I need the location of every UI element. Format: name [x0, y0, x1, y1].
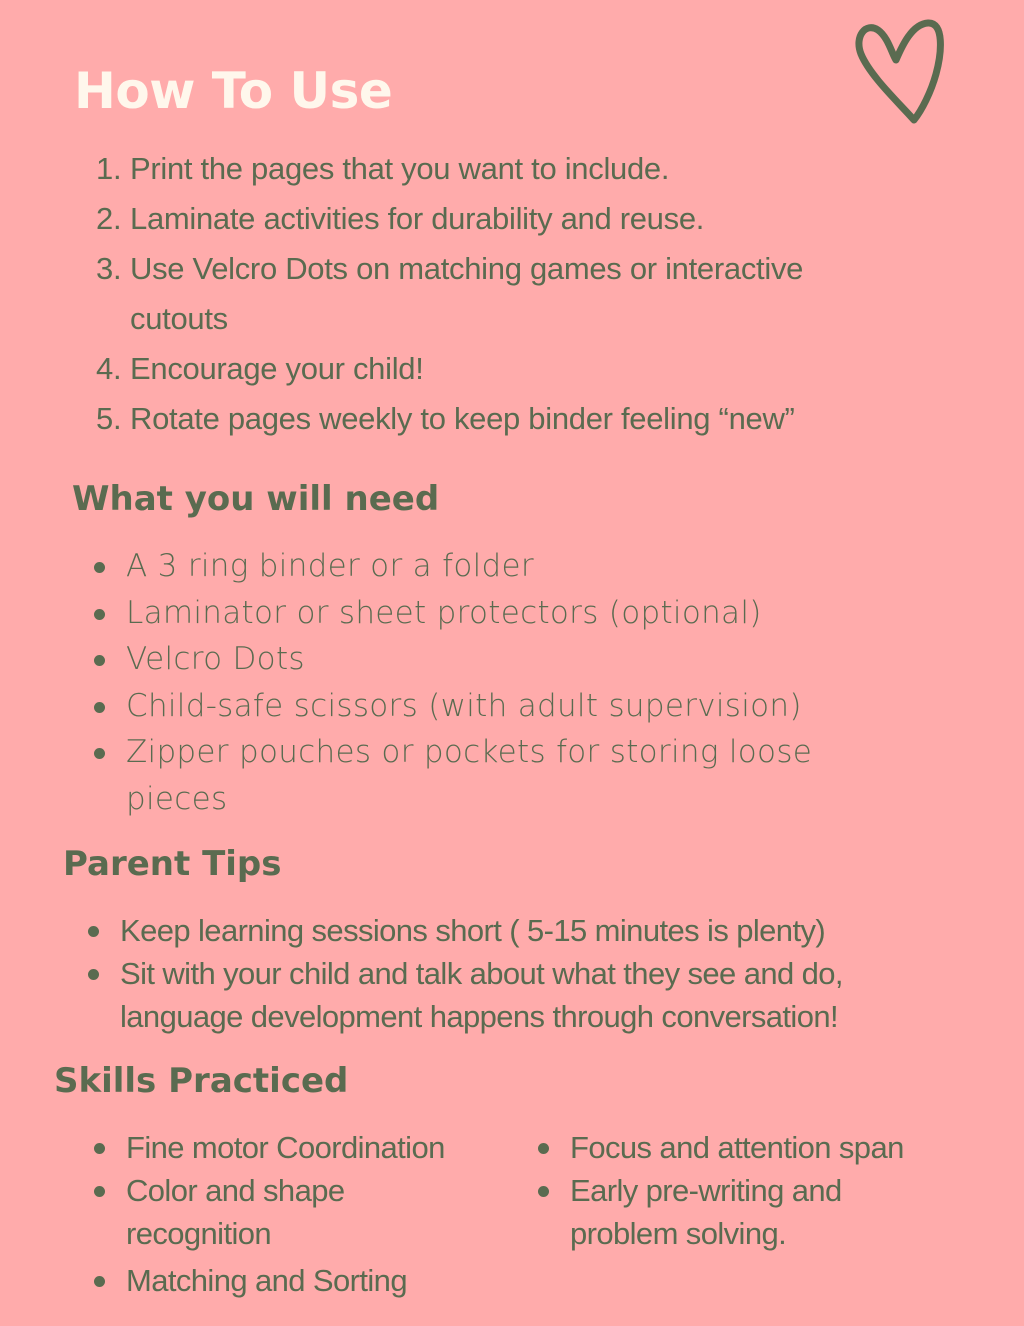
list-item: Early pre-writing and problem solving.: [536, 1169, 890, 1255]
list-item: Zipper pouches or pockets for storing loose pieces: [92, 729, 852, 822]
list-item: Child-safe scissors (with adult supervision): [92, 683, 852, 730]
step-text: Use Velcro Dots on matching games or interactive cutouts: [130, 251, 804, 336]
how-to-use-steps: [96, 144, 956, 444]
tips-list: [86, 909, 966, 1038]
need-list: [92, 543, 852, 822]
list-item: Matching and Sorting: [92, 1259, 512, 1302]
step-text: Print the pages that you want to include.: [130, 151, 670, 186]
list-item: Sit with your child and talk about what they see and do, language development happens through conversation!: [86, 952, 966, 1038]
step-number: 3.: [96, 251, 122, 286]
list-item: Velcro Dots: [92, 636, 852, 683]
step-number: 4.: [96, 351, 122, 386]
list-item: Fine motor Coordination: [92, 1126, 512, 1169]
step-text: Laminate activities for durability and reuse.: [130, 201, 705, 236]
step-number: 2.: [96, 201, 122, 236]
step-number: 5.: [96, 401, 122, 436]
step-text: Encourage your child!: [130, 351, 424, 386]
step-number: 1.: [96, 151, 122, 186]
tips-heading: Parent Tips: [63, 844, 282, 884]
step-item: [96, 144, 956, 194]
step-item: [96, 244, 956, 344]
skills-list-right: [536, 1126, 976, 1255]
page-title: How To Use: [74, 62, 393, 120]
step-item: [96, 194, 956, 244]
step-item: [96, 344, 956, 394]
need-heading: What you will need: [72, 479, 440, 519]
list-item: Laminator or sheet protectors (optional): [92, 590, 852, 637]
list-item: Keep learning sessions short ( 5-15 minutes is plenty): [86, 909, 966, 952]
step-item: [96, 394, 956, 444]
skills-list-left: [92, 1126, 512, 1302]
list-item: Focus and attention span: [536, 1126, 976, 1169]
heart-icon: [852, 16, 944, 128]
list-item: A 3 ring binder or a folder: [92, 543, 852, 590]
skills-heading: Skills Practiced: [54, 1061, 349, 1101]
step-text: Rotate pages weekly to keep binder feeling “new”: [130, 401, 795, 436]
list-item: Color and shape recognition: [92, 1169, 386, 1255]
